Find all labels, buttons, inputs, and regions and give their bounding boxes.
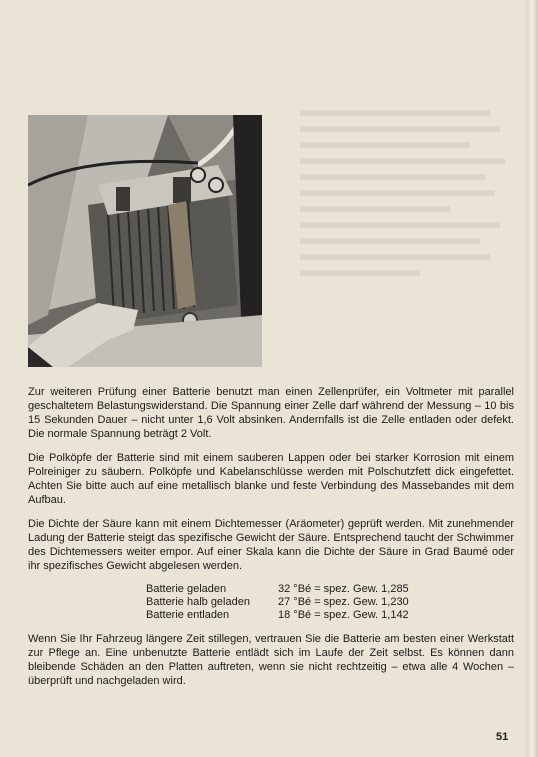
paragraph-cell-tester: Zur weiteren Prüfung einer Batterie benutzt man einen Zellenprüfer, ein Voltmeter mit parallel geschaltetem Belastungswiderstand. Die Spannung einer Zelle darf während der Messung – 10 bis 15 Sekunden Dauer – nicht unter 1,6 Volt absinken. Andernfalls ist die Zelle entladen oder defekt. Die normale Spannung beträgt 2 Volt. [28, 386, 514, 440]
table-row [146, 596, 409, 609]
paragraph-storage: Wenn Sie Ihr Fahrzeug längere Zeit stillegen, vertrauen Sie die Batterie am besten einer Werkstatt zur Pflege an. Eine unbenutzte Batterie entlädt sich im Laufe der Zeit selbst. Es können dann bleibende Schäden an den Platten auftreten, wenn sie nicht rechtzeitig – etwa alle 4 Wochen – überprüft und nachgeladen wird. [28, 633, 514, 687]
charge-state: Batterie halb geladen [146, 596, 250, 608]
acid-density-table [146, 583, 409, 622]
charge-state: Batterie entladen [146, 609, 230, 621]
charge-state: Batterie geladen [146, 583, 227, 595]
density-value: 18 °Bé = spez. Gew. 1,142 [278, 609, 409, 621]
table-row [146, 583, 409, 596]
article-text [28, 385, 514, 698]
table-row [146, 609, 409, 622]
page-number: 51 [496, 731, 509, 743]
battery-photo [28, 115, 262, 367]
paragraph-terminal-cleaning: Die Polköpfe der Batterie sind mit einem sauberen Lappen oder bei starker Korrosion mit einem Polreiniger zu säubern. Polköpfe und Kabelanschlüsse werden mit Polschutzfett dick eingefettet. Achten Sie bitte auch auf eine metallisch blanke und feste Verbindung des Massebandes mit dem Aufbau. [28, 452, 514, 506]
bleed-through-text [300, 110, 520, 330]
density-value: 32 °Bé = spez. Gew. 1,285 [278, 583, 409, 595]
page-edge [526, 0, 538, 757]
paragraph-acid-density: Die Dichte der Säure kann mit einem Dichtemesser (Aräometer) geprüft werden. Mit zunehmender Ladung der Batterie steigt das spezifische Gewicht der Säure. Entsprechend taucht der Schwimmer des Dichtemessers weiter empor. Auf einer Skala kann die Dichte der Säure in Grad Baumé oder ihr spezifisches Gewicht abgelesen werden. [28, 518, 514, 572]
density-value: 27 °Bé = spez. Gew. 1,230 [278, 596, 409, 608]
